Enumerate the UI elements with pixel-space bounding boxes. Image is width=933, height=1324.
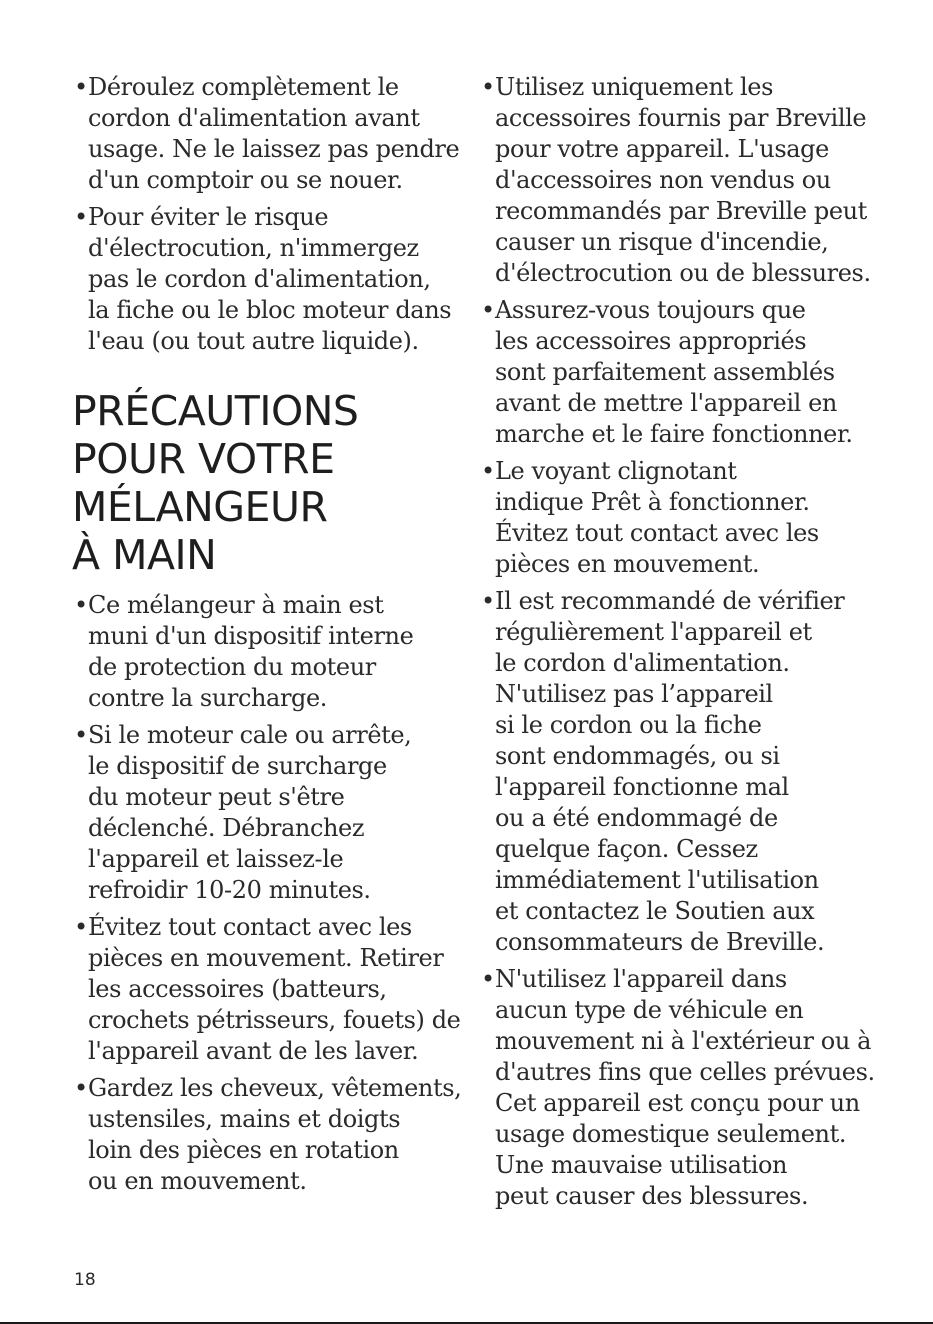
- right-column: [481, 72, 881, 1218]
- bullet-item: [74, 1073, 464, 1197]
- bullet-item: [74, 912, 464, 1067]
- bullet-marker: •: [74, 913, 88, 941]
- bullet-text: Déroulez complètement le cordon d'alimentation avant usage. Ne le laissez pas pendre d'un comptoir ou se nouer.: [88, 73, 460, 194]
- bullet-item: [74, 590, 464, 714]
- bullet-text: Ce mélangeur à main est muni d'un dispositif interne de protection du moteur contre la surcharge.: [88, 591, 414, 712]
- bullet-marker: •: [481, 587, 495, 615]
- bullet-text: Assurez-vous toujours que les accessoires appropriés sont parfaitement assemblés avant de mettre l'appareil en marche et le faire fonctionner.: [495, 296, 853, 448]
- bullet-text: Il est recommandé de vérifier régulièrement l'appareil et le cordon d'alimentation. N'utilisez pas l’appareil si le cordon ou la fiche sont endommagés, ou si l'appareil fonctionne mal ou a été endommagé de quelque façon. Cessez immédiatement l'utilisation et contactez le Soutien aux consommateurs de Breville.: [495, 587, 845, 956]
- bullet-marker: •: [481, 965, 495, 993]
- bullet-text: Gardez les cheveux, vêtements, ustensiles, mains et doigts loin des pièces en rotation ou en mouvement.: [88, 1074, 462, 1195]
- bullet-marker: •: [74, 591, 88, 619]
- bullet-marker: •: [481, 296, 495, 324]
- bullet-marker: •: [74, 73, 88, 101]
- bullet-item: [74, 72, 464, 196]
- bullet-marker: •: [74, 721, 88, 749]
- bullet-marker: •: [481, 457, 495, 485]
- bullet-text: Évitez tout contact avec les pièces en mouvement. Retirer les accessoires (batteurs, crochets pétrisseurs, fouets) de l'appareil avant de les laver.: [88, 913, 461, 1065]
- bullet-text: Utilisez uniquement les accessoires fournis par Breville pour votre appareil. L'usage d'accessoires non vendus ou recommandés par Breville peut causer un risque d'incendie, d'électrocution ou de blessures.: [495, 73, 871, 287]
- bullet-text: Pour éviter le risque d'électrocution, n'immergez pas le cordon d'alimentation, la fiche ou le bloc moteur dans l'eau (ou tout autre liquide).: [88, 203, 452, 355]
- bullet-marker: •: [74, 203, 88, 231]
- bullet-item: [481, 456, 881, 580]
- bullet-text: Si le moteur cale ou arrête, le dispositif de surcharge du moteur peut s'être déclenché. Débranchez l'appareil et laissez-le refroidir 10-20 minutes.: [88, 721, 412, 904]
- bullet-item: [481, 72, 881, 289]
- bullet-marker: •: [481, 73, 495, 101]
- bullet-item: [481, 964, 881, 1212]
- bullet-marker: •: [74, 1074, 88, 1102]
- section-heading: PRÉCAUTIONS POUR VOTRE MÉLANGEUR À MAIN: [72, 387, 359, 579]
- bullet-text: N'utilisez l'appareil dans aucun type de véhicule en mouvement ni à l'extérieur ou à d'autres fins que celles prévues. Cet appareil est conçu pour un usage domestique seulement. Une mauvaise utilisation peut causer des blessures.: [495, 965, 875, 1210]
- bullet-text: Le voyant clignotant indique Prêt à fonctionner. Évitez tout contact avec les pièces en mouvement.: [495, 457, 819, 578]
- bullet-item: [481, 295, 881, 450]
- bullet-item: [74, 720, 464, 906]
- bullet-item: [74, 202, 464, 357]
- left-column: [74, 72, 464, 1203]
- page-number: 18: [74, 1270, 96, 1290]
- bullet-item: [481, 586, 881, 958]
